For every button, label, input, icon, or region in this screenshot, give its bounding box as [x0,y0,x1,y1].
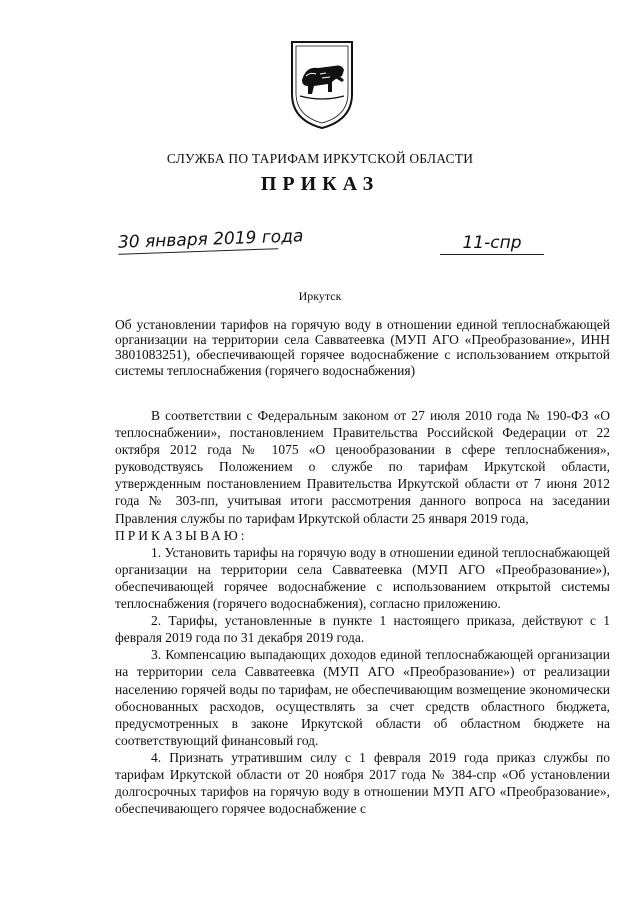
order-item-2: 2. Тарифы, установленные в пункте 1 настоящего приказа, действуют с 1 февраля 2019 года по 31 декабря 2019 года. [115,613,610,646]
order-word: ПРИКАЗЫВАЮ: [115,527,248,543]
order-date: 30 января 2019 года [117,226,304,253]
agency-name: СЛУЖБА ПО ТАРИФАМ ИРКУТСКОЙ ОБЛАСТИ [166,151,474,166]
irkutsk-coat-of-arms-icon [286,36,358,132]
order-item-3: 3. Компенсацию выпадающих доходов единой теплоснабжающей организации на территории села Савватеевка (МУП АГО «Преобразование») от реализации населению горячей воды по тарифам, не обеспечивающим возмещение экономически обоснованных расходов, осуществлять за счет средств областного бюджета, предусмотренных в законе Иркутской области об областном бюджете на соответствующий финансовый год. [115,647,610,748]
preamble-paragraph: В соответствии с Федеральным законом от 27 июля 2010 года № 190-ФЗ «О теплоснабжении», постановлением Правительства Российской Федерации от 22 октября 2012 года № 1075 «О ценообразовании в сфере теплоснабжения», руководствуясь Положением о службе по тарифам Иркутской области, утвержденным постановлением Правительства Иркутской области от 7 июня 2012 года № 303-пп, учитывая итоги рассмотрения данного вопроса на заседании Правления службы по тарифам Иркутской области 25 января 2019 года, [115,408,610,526]
city: Иркутск [298,289,342,303]
order-item-1: 1. Установить тарифы на горячую воду в отношении единой теплоснабжающей организации на территории села Савватеевка (МУП АГО «Преобразование»), обеспечивающей горячее водоснабжение с использованием открытой системы теплоснабжения (горячего водоснабжения), согласно приложению. [115,544,610,612]
order-body [115,407,610,817]
order-item-4: 4. Признать утратившим силу с 1 февраля 2019 года приказ службы по тарифам Иркутской области от 20 ноября 2017 года № 384-спр «Об установлении долгосрочных тарифов на горячую воду в отношении МУП АГО «Преобразование», обеспечивающего горячее водоснабжение с [115,749,610,817]
order-number: 11-спр [440,233,544,255]
document-type-title: ПРИКАЗ [260,173,380,195]
order-subject: Об установлении тарифов на горячую воду в отношении единой теплоснабжающей организации на территории села Савватеевка (МУП АГО «Преобразование», ИНН 3801083251), обеспечивающей горячее водоснабжение с использованием открытой системы теплоснабжения (горячего водоснабжения) [115,317,610,378]
